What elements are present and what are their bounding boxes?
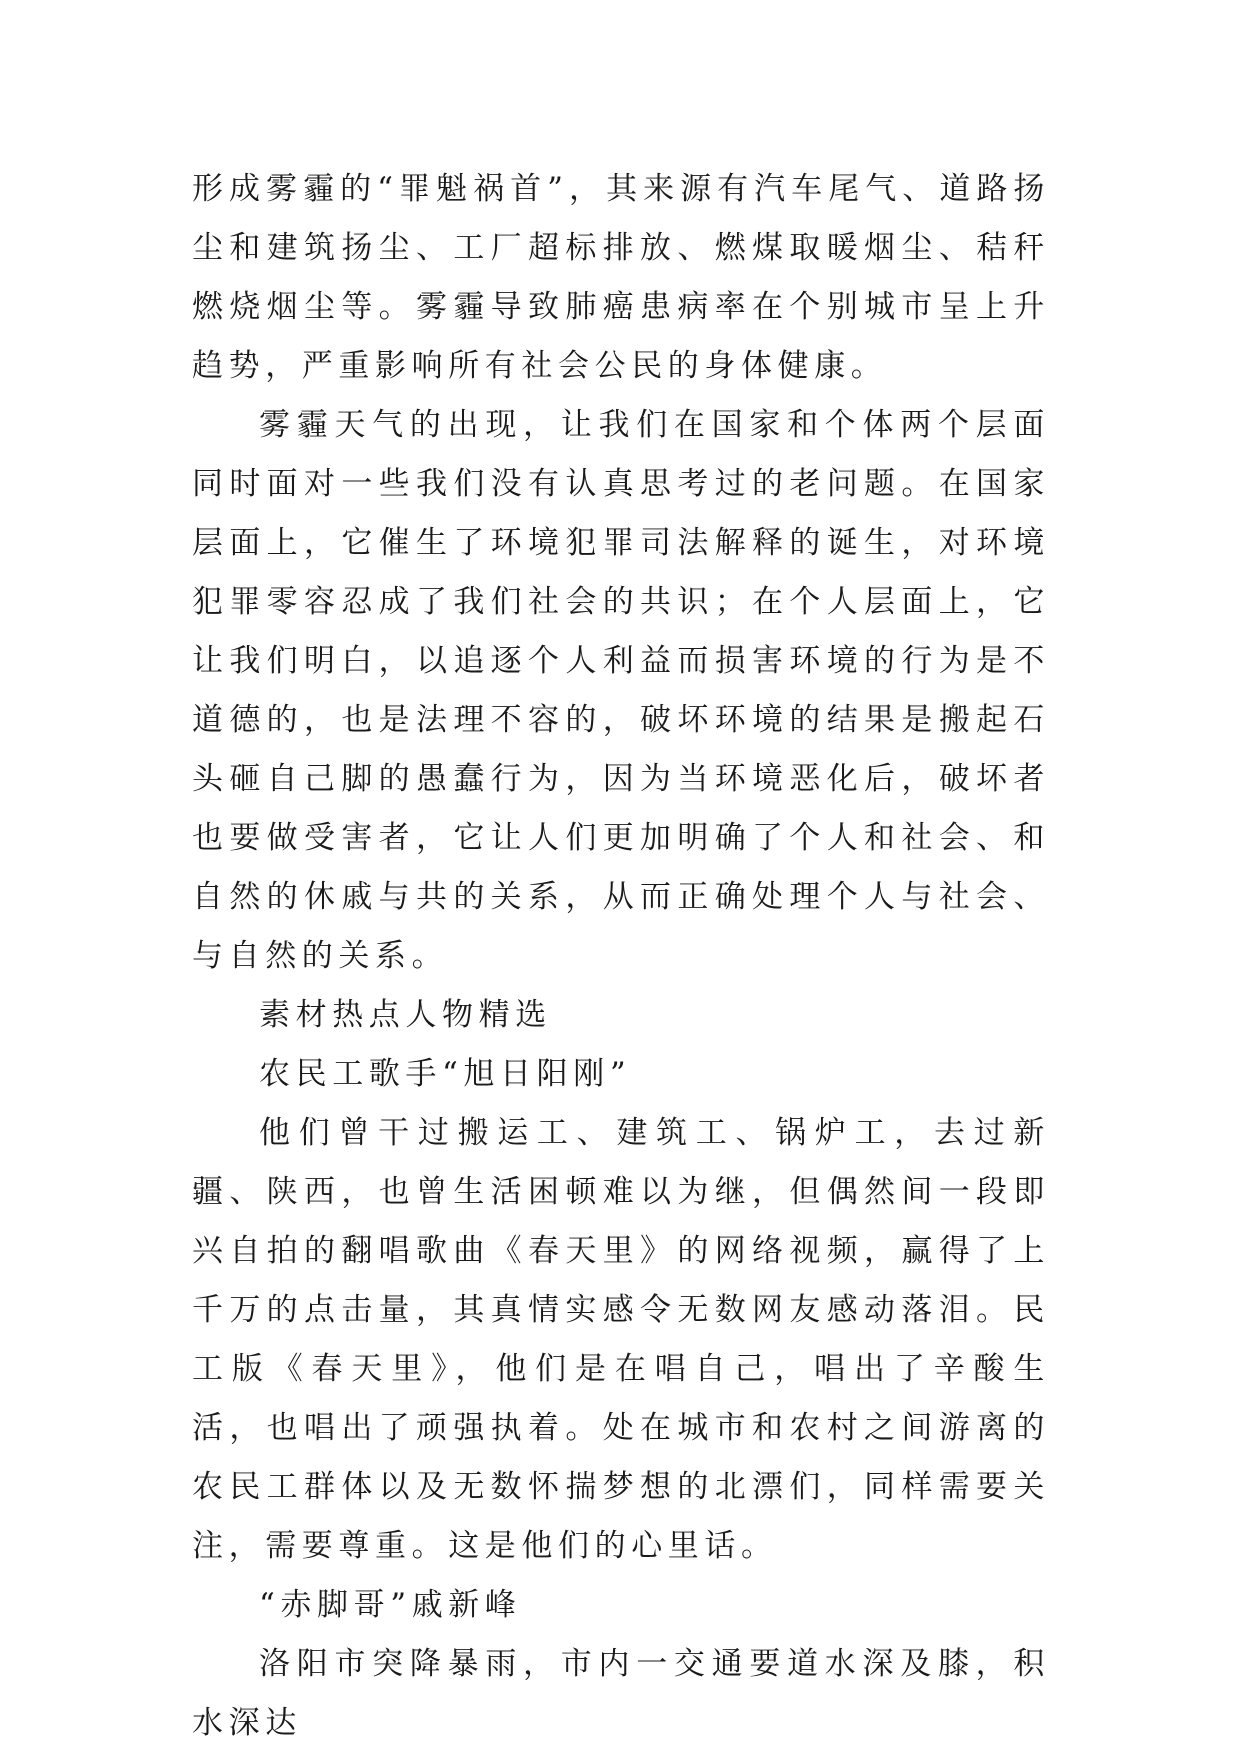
paragraph-xuri-yanggang: 他们曾干过搬运工、建筑工、锅炉工，去过新疆、陕西，也曾生活困顿难以为继，但偶然间一段即兴自拍的翻唱歌曲《春天里》的网络视频，赢得了上千万的点击量，其真情实感令无数网友感动落泪。民工版《春天里》，他们是在唱自己，唱出了辛酸生活，也唱出了顽强执着。处在城市和农村之间游离的农民工群体以及无数怀揣梦想的北漂们，同样需要关注，需要尊重。这是他们的心里话。 bbox=[192, 1115, 1050, 1564]
paragraph-smog-causes: 形成雾霾的“罪魁祸首”，其来源有汽车尾气、道路扬尘和建筑扬尘、工厂超标排放、燃煤取暖烟尘、秸秆燃烧烟尘等。雾霾导致肺癌患病率在个别城市呈上升趋势，严重影响所有社会公民的身体健康。 bbox=[192, 171, 1050, 384]
document-body bbox=[192, 160, 1050, 1753]
subheading-barefoot-brother: “赤脚哥”戚新峰 bbox=[259, 1587, 522, 1623]
paragraph-luoyang-rainstorm: 洛阳市突降暴雨，市内一交通要道水深及膝，积水深达 bbox=[192, 1646, 1050, 1741]
section-heading-hot-figures: 素材热点人物精选 bbox=[259, 997, 552, 1033]
subheading-xuri-yanggang: 农民工歌手“旭日阳刚” bbox=[259, 1056, 632, 1092]
paragraph-smog-reflection: 雾霾天气的出现，让我们在国家和个体两个层面同时面对一些我们没有认真思考过的老问题。在国家层面上，它催生了环境犯罪司法解释的诞生，对环境犯罪零容忍成了我们社会的共识；在个人层面上，它让我们明白，以追逐个人利益而损害环境的行为是不道德的，也是法理不容的，破坏环境的结果是搬起石头砸自己脚的愚蠢行为，因为当环境恶化后，破坏者也要做受害者，它让人们更加明确了个人和社会、和自然的休戚与共的关系，从而正确处理个人与社会、与自然的关系。 bbox=[192, 407, 1050, 974]
